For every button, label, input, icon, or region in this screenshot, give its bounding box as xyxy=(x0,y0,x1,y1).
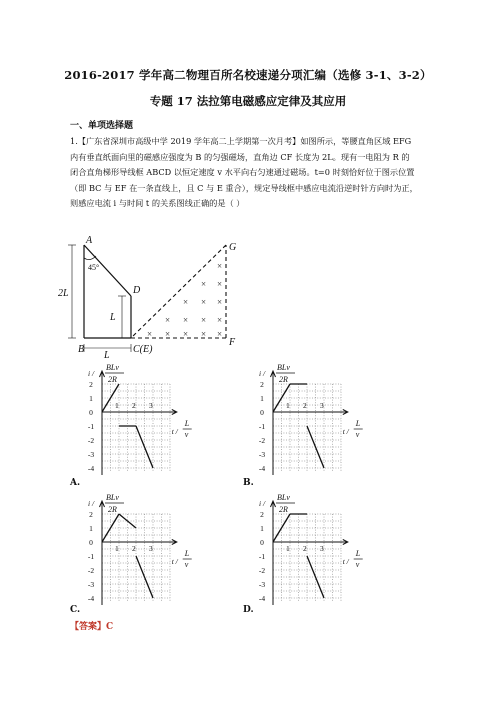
y-tick-label: -1 xyxy=(258,422,266,431)
t-unit-denominator: v xyxy=(355,430,360,439)
field-cross: × xyxy=(217,329,223,339)
question-line: 1.【广东省深圳市高级中学 2019 学年高二上学期第一次月考】如图所示，等腰直角区域 EFG xyxy=(70,136,412,146)
x-tick-label: 3 xyxy=(320,401,324,410)
label-d: D xyxy=(133,285,141,296)
x-tick-label: 1 xyxy=(115,401,119,410)
t-axis-label: t / xyxy=(342,557,349,566)
field-cross: × xyxy=(147,329,153,339)
option-b-label[interactable]: B. xyxy=(243,478,254,488)
field-cross: × xyxy=(165,329,171,339)
x-tick-label: 2 xyxy=(303,544,307,553)
y-tick-label: -3 xyxy=(258,580,266,589)
question-line: （即 BC 与 EF 在一条直线上，且 C 与 E 重合），规定导线框中感应电流沿逆时针方向时为正， xyxy=(70,182,418,193)
t-axis-label: t / xyxy=(171,427,178,436)
y-tick-label: 2 xyxy=(89,510,93,519)
i-axis-label: i / xyxy=(259,369,266,378)
y-tick-label: -1 xyxy=(258,552,266,561)
label-c: C(E) xyxy=(133,344,153,355)
field-cross: × xyxy=(201,297,207,307)
x-tick-label: 2 xyxy=(132,401,136,410)
y-tick-label: 0 xyxy=(89,408,93,417)
magnetic-field-region xyxy=(131,245,226,338)
field-cross: × xyxy=(217,279,223,289)
i-unit-denominator: 2R xyxy=(108,375,117,384)
x-tick-label: 2 xyxy=(303,401,307,410)
question-line: 闭合直角梯形导线框 ABCD 以恒定速度 v 水平向右匀速通过磁场。t=0 时刻恰好位于图示位置 xyxy=(70,167,415,177)
i-axis-label: i / xyxy=(259,499,266,508)
x-tick-label: 3 xyxy=(149,544,153,553)
field-cross: × xyxy=(165,315,171,325)
option-a-label[interactable]: A. xyxy=(70,478,81,488)
field-cross: × xyxy=(217,261,223,271)
y-tick-label: 0 xyxy=(260,408,264,417)
i-unit-numerator: BLv xyxy=(106,363,119,372)
t-unit-numerator: L xyxy=(355,549,361,558)
y-tick-label: 1 xyxy=(89,394,93,403)
y-tick-label: -2 xyxy=(258,566,266,575)
section-heading: 一、单项选择题 xyxy=(70,121,134,131)
y-tick-label: -2 xyxy=(258,436,266,445)
i-unit-numerator: BLv xyxy=(277,493,290,502)
y-tick-label: -4 xyxy=(87,594,95,603)
field-cross: × xyxy=(201,279,207,289)
y-tick-label: -3 xyxy=(87,580,95,589)
label-b: B xyxy=(78,344,85,355)
t-unit-numerator: L xyxy=(355,419,361,428)
y-tick-label: 1 xyxy=(260,524,264,533)
y-tick-label: -3 xyxy=(258,450,266,459)
t-unit-denominator: v xyxy=(184,430,189,439)
t-unit-denominator: v xyxy=(355,560,360,569)
i-unit-numerator: BLv xyxy=(277,363,290,372)
field-cross: × xyxy=(217,315,223,325)
i-unit-denominator: 2R xyxy=(108,505,117,514)
option-c-label[interactable]: C. xyxy=(70,605,81,615)
field-cross: × xyxy=(183,315,189,325)
label-l-bottom: L xyxy=(104,350,110,361)
graph-option-d xyxy=(231,492,381,620)
t-axis-label: t / xyxy=(342,427,349,436)
label-a: A xyxy=(86,235,93,246)
i-unit-numerator: BLv xyxy=(106,493,119,502)
x-tick-label: 3 xyxy=(149,401,153,410)
question-line: 则感应电流 i 与时间 t 的关系图线正确的是（ ） xyxy=(70,198,245,208)
x-tick-label: 3 xyxy=(320,544,324,553)
label-2l: 2L xyxy=(58,288,69,299)
y-tick-label: 0 xyxy=(260,538,264,547)
y-tick-label: -4 xyxy=(87,464,95,473)
field-cross: × xyxy=(183,297,189,307)
y-tick-label: -2 xyxy=(87,436,95,445)
y-tick-label: -1 xyxy=(87,422,95,431)
field-cross: × xyxy=(183,329,189,339)
field-cross: × xyxy=(201,329,207,339)
y-tick-label: -3 xyxy=(87,450,95,459)
y-tick-label: -1 xyxy=(87,552,95,561)
page-title: 2016-2017 学年高二物理百所名校速递分项汇编（选修 3-1、3-2） xyxy=(64,68,432,82)
t-unit-numerator: L xyxy=(184,549,190,558)
t-axis-label: t / xyxy=(171,557,178,566)
x-tick-label: 1 xyxy=(286,544,290,553)
answer-text: 【答案】C xyxy=(70,622,114,632)
y-tick-label: 2 xyxy=(89,380,93,389)
graph-option-b xyxy=(231,362,381,490)
x-tick-label: 2 xyxy=(132,544,136,553)
graph-option-a xyxy=(60,362,210,490)
y-tick-label: 2 xyxy=(260,380,264,389)
i-axis-label: i / xyxy=(88,499,95,508)
field-cross: × xyxy=(217,297,223,307)
field-crosses xyxy=(147,261,222,339)
i-unit-denominator: 2R xyxy=(279,375,288,384)
question-line: 内有垂直纸面向里的磁感应强度为 B 的匀强磁场，直角边 CF 长度为 2L。现有一电阻为 R 的 xyxy=(70,151,410,162)
y-tick-label: 1 xyxy=(260,394,264,403)
label-g: G xyxy=(229,242,237,253)
x-tick-label: 1 xyxy=(286,401,290,410)
topic-title: 专题 17 法拉第电磁感应定律及其应用 xyxy=(149,94,347,108)
y-tick-label: -4 xyxy=(258,464,266,473)
t-unit-numerator: L xyxy=(184,419,190,428)
graph-option-c xyxy=(60,492,210,620)
y-tick-label: 2 xyxy=(260,510,264,519)
y-tick-label: 1 xyxy=(89,524,93,533)
label-angle: 45° xyxy=(88,263,100,272)
label-l-mid: L xyxy=(110,312,116,323)
i-axis-label: i / xyxy=(88,369,95,378)
x-tick-label: 1 xyxy=(115,544,119,553)
option-d-label[interactable]: D. xyxy=(243,605,254,615)
i-unit-denominator: 2R xyxy=(279,505,288,514)
y-tick-label: 0 xyxy=(89,538,93,547)
label-f: F xyxy=(229,337,236,348)
t-unit-denominator: v xyxy=(184,560,189,569)
y-tick-label: -4 xyxy=(258,594,266,603)
y-tick-label: -2 xyxy=(87,566,95,575)
field-cross: × xyxy=(201,315,207,325)
